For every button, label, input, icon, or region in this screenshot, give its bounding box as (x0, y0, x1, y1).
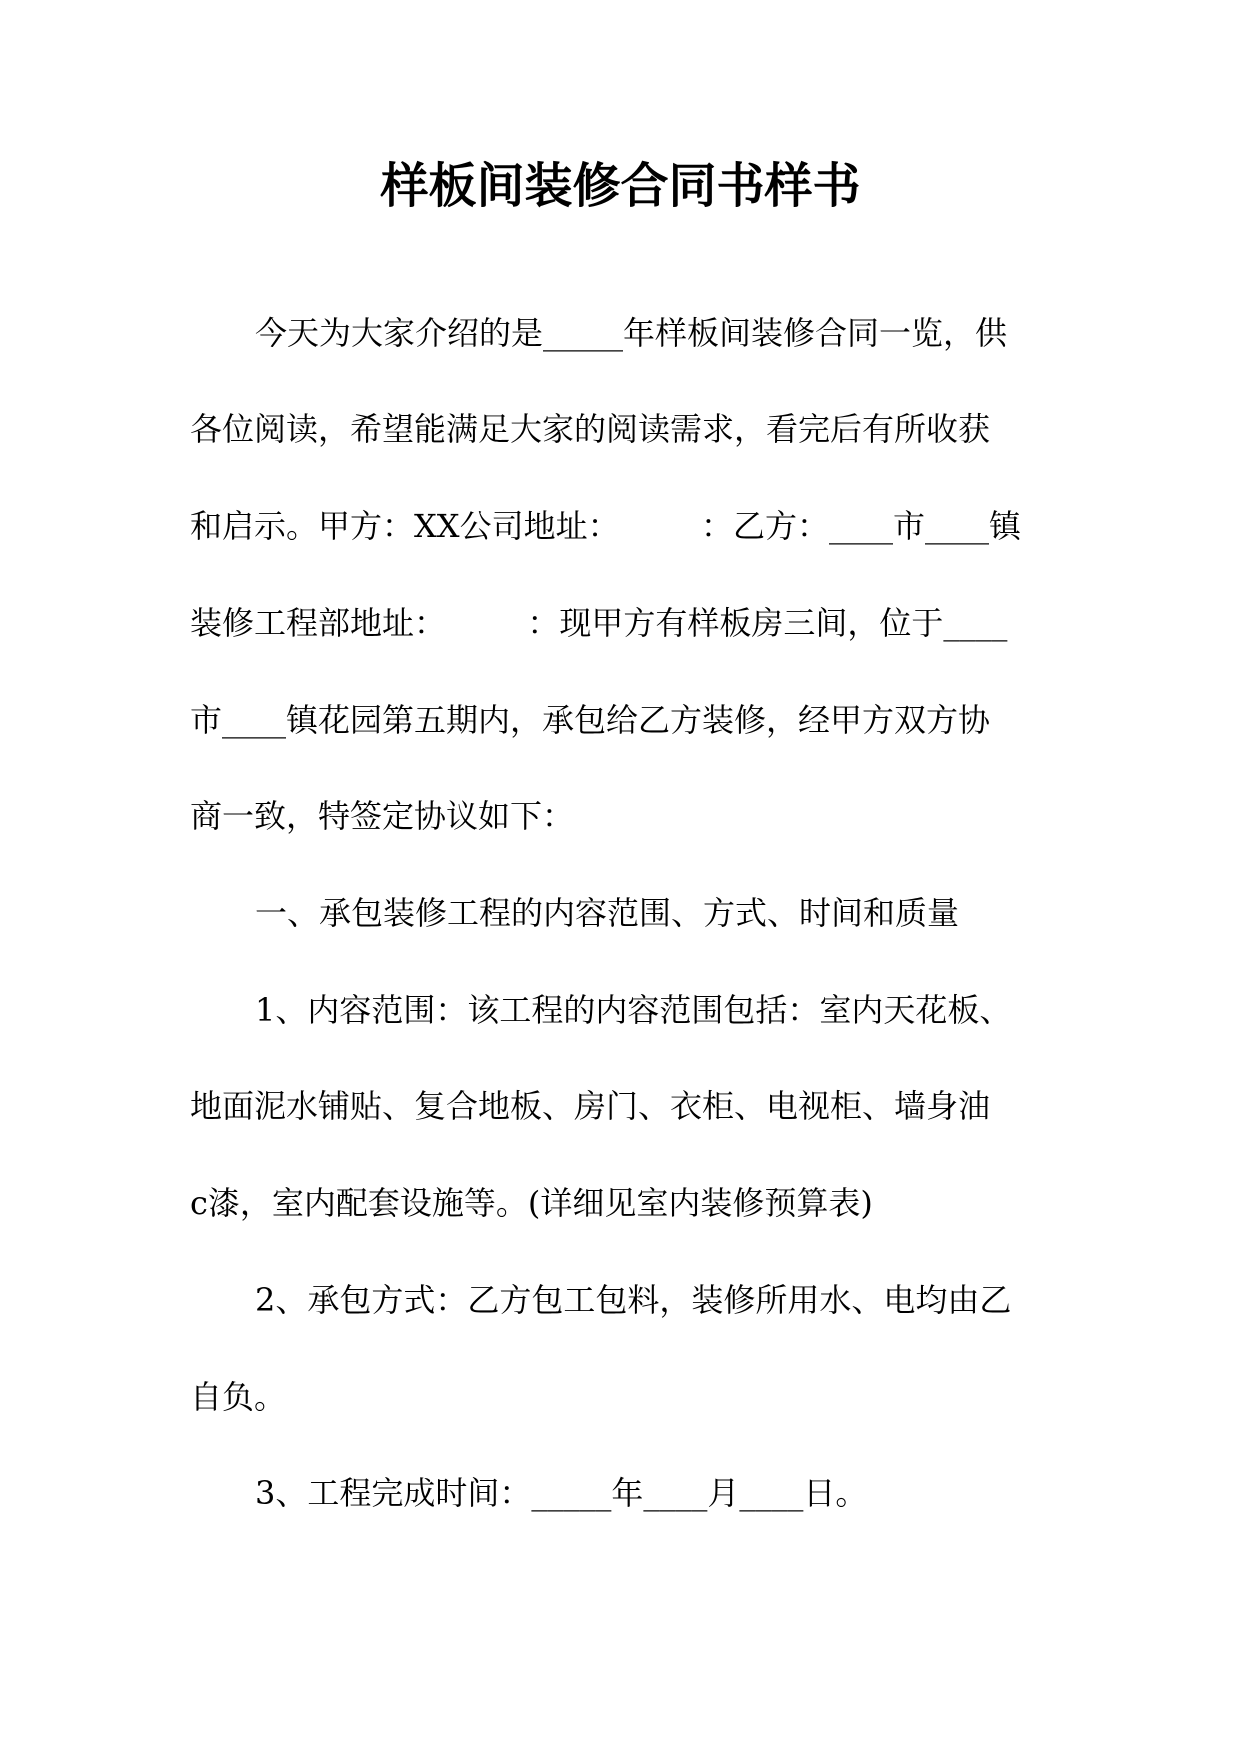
paragraph-line: 市____镇花园第五期内，承包给乙方装修，经甲方双方协 (190, 701, 991, 739)
paragraph-line: 和启示。甲方：XX公司地址： ：乙方：____市____镇 (190, 507, 1021, 545)
paragraph-line: 自负。 (190, 1378, 287, 1416)
paragraph-line: 各位阅读，希望能满足大家的阅读需求，看完后有所收获 (190, 410, 991, 448)
paragraph-line: 商一致，特签定协议如下： (190, 797, 575, 835)
paragraph-line: 3、工程完成时间：_____年____月____日。 (255, 1474, 868, 1512)
section-heading: 一、承包装修工程的内容范围、方式、时间和质量 (255, 894, 960, 932)
paragraph-line: 今天为大家介绍的是_____年样板间装修合同一览，供 (255, 314, 1008, 352)
paragraph-line: 1、内容范围：该工程的内容范围包括：室内天花板、 (255, 991, 1012, 1029)
paragraph-line: c漆，室内配套设施等。(详细见室内装修预算表) (190, 1184, 873, 1222)
paragraph-line: 装修工程部地址： ：现甲方有样板房三间，位于____ (190, 604, 1008, 642)
document-title: 样板间装修合同书样书 (380, 158, 861, 214)
paragraph-line: 地面泥水铺贴、复合地板、房门、衣柜、电视柜、墙身油 (190, 1087, 991, 1125)
paragraph-line: 2、承包方式：乙方包工包料，装修所用水、电均由乙 (255, 1281, 1012, 1319)
